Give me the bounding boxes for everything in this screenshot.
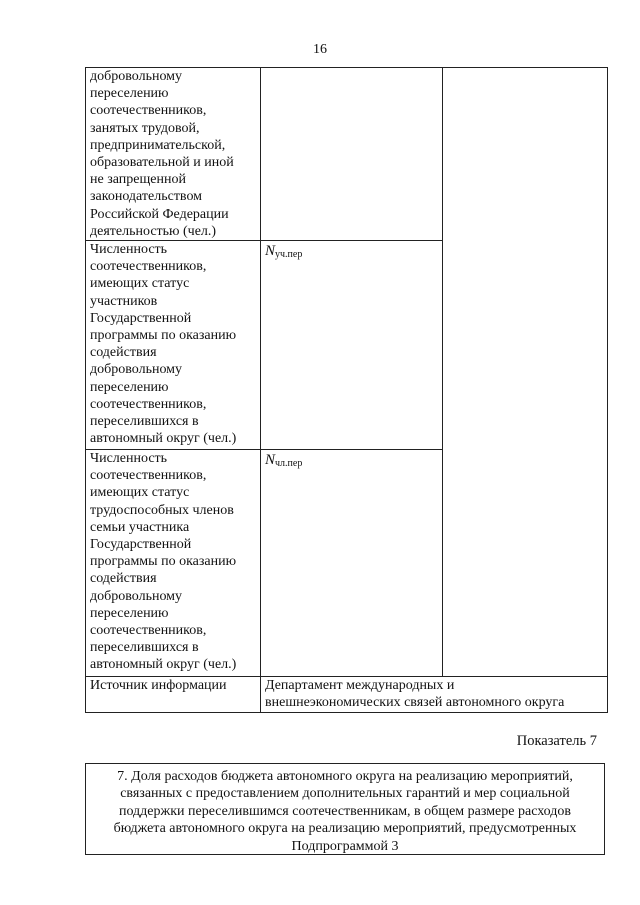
text-line: добровольному — [90, 588, 183, 604]
text-line: участников — [90, 293, 158, 309]
variable-symbol: $N_{чл.пер}$ — [265, 452, 303, 470]
text-line: 7. Доля расходов бюджета автономного округа на реализацию мероприятий, — [117, 769, 573, 784]
text-line: поддержки переселившимся соотечественникам, в общем размере расходов — [118, 803, 572, 819]
text-line: связанных с предоставлением дополнительных гарантий и мер социальной — [120, 786, 570, 802]
text-line: семьи участника — [90, 519, 190, 535]
page-number: 16 — [313, 42, 327, 57]
source-label-cell — [86, 677, 261, 713]
text-line: содействия — [90, 345, 157, 361]
text-line: программы по оказанию — [90, 328, 237, 344]
text-line: содействия — [90, 571, 157, 587]
description-cell — [86, 450, 261, 677]
text-line: деятельностью (чел.) — [90, 223, 217, 239]
text-line: программы по оказанию — [90, 554, 237, 570]
text-line: переселению — [90, 86, 169, 102]
description-cell — [86, 68, 261, 241]
text-line: законодательством — [90, 189, 203, 205]
text-line: переселившихся в — [90, 640, 199, 656]
text-line: соотечественников, — [90, 396, 207, 412]
empty-cell — [443, 68, 608, 677]
symbol-cell — [261, 450, 443, 677]
text-line: Численность — [90, 242, 168, 258]
text-line: имеющих статус — [90, 276, 190, 292]
text-line: не запрещенной — [90, 172, 186, 188]
text-line: Государственной — [90, 310, 192, 326]
text-line: имеющих статус — [90, 485, 190, 501]
symbol-cell — [261, 241, 443, 450]
text-line: автономный округ (чел.) — [90, 431, 237, 447]
indicator-label: Показатель 7 — [516, 733, 597, 749]
indicator-7-box — [85, 763, 605, 855]
text-line: Российской Федерации — [90, 206, 229, 222]
text-line: Подпрограммой 3 — [291, 838, 399, 854]
text-line: соотечественников, — [90, 103, 207, 119]
table-row — [86, 677, 608, 713]
text-line: Государственной — [90, 537, 192, 553]
text-line: переселившихся в — [90, 414, 199, 430]
text-line: предпринимательской, — [90, 137, 226, 153]
text-line: соотечественников, — [90, 468, 207, 484]
text-line: образовательной и иной — [90, 155, 234, 171]
text-line: трудоспособных членов — [90, 502, 234, 518]
text-line: переселению — [90, 605, 169, 621]
source-label: Источник информации — [90, 678, 227, 694]
description-cell — [86, 241, 261, 450]
text-line: Численность — [90, 451, 168, 467]
text-line: Департамент международных и — [265, 678, 455, 694]
text-line: соотечественников, — [90, 259, 207, 275]
text-line: бюджета автономного округа на реализацию мероприятий, предусмотренных — [113, 821, 577, 837]
variable-symbol: $N_{уч.пер}$ — [265, 243, 303, 261]
text-line: внешнеэкономических связей автономного округа — [265, 695, 565, 711]
text-line: добровольному — [90, 69, 183, 84]
text-line: добровольному — [90, 362, 183, 378]
text-line: занятых трудовой, — [90, 120, 200, 136]
table-row — [86, 68, 608, 241]
indicator-table — [85, 67, 608, 713]
symbol-cell — [261, 68, 443, 241]
text-line: соотечественников, — [90, 623, 207, 639]
text-line: автономный округ (чел.) — [90, 657, 237, 673]
source-value-cell — [261, 677, 608, 713]
text-line: переселению — [90, 379, 169, 395]
